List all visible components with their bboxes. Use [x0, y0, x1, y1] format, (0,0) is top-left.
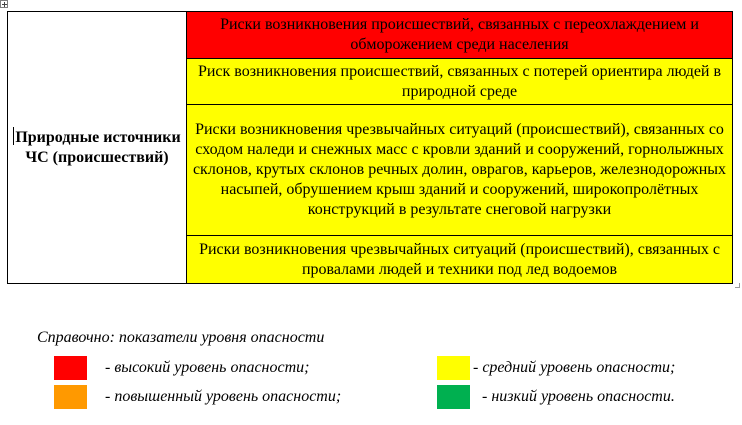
- table-move-handle[interactable]: [0, 0, 8, 8]
- legend-swatch-medium: [437, 356, 470, 380]
- legend-item-elevated: [54, 385, 341, 409]
- risk-text: Риски возникновения чрезвычайных ситуаций (происшествий), связанных со сходом наледи и снежных масс с кровли зданий и сооружений, горнолыжных склонов, крутых склонов речных долин, оврагов, карьеров, железнодорожных насыпей, обрушением крыш зданий и сооружений, широкопролётных конструкций в результате снеговой нагрузки: [192, 121, 727, 218]
- risk-table: [7, 11, 733, 284]
- risk-text: Риски возникновения происшествий, связанных с переохлаждением и обморожением среди населения: [220, 16, 699, 53]
- legend-item-high: [54, 356, 309, 380]
- legend-label-low: - низкий уровень опасности.: [482, 388, 675, 405]
- risk-cell-ice-fall-through: [187, 236, 733, 284]
- legend-swatch-low: [437, 385, 470, 409]
- legend-label-elevated: - повышенный уровень опасности;: [105, 388, 342, 405]
- legend-item-medium: [437, 356, 675, 380]
- legend-swatch-high: [54, 356, 87, 380]
- risk-cell-hypothermia: [187, 12, 733, 59]
- legend-title: Справочно: показатели уровня опасности: [37, 329, 325, 346]
- risk-text: Риски возникновения чрезвычайных ситуаций (происшествий), связанных с провалами людей и техники под лед водоемов: [199, 240, 720, 278]
- table-row: [8, 12, 733, 59]
- legend-swatch-elevated: [54, 385, 87, 409]
- risk-text: Риск возникновения происшествий, связанных с потерей ориентира людей в природной среде: [197, 62, 722, 100]
- source-label: Природные источники ЧС (происшествий): [15, 129, 181, 166]
- legend-label-high: - высокий уровень опасности;: [105, 359, 310, 376]
- source-cell: [8, 12, 187, 284]
- risk-cell-snow-collapse: [187, 105, 733, 236]
- legend-item-low: [437, 385, 675, 409]
- risk-cell-disorientation: [187, 59, 733, 105]
- table-end-mark: [735, 283, 740, 288]
- legend-label-medium: - средний уровень опасности;: [473, 359, 676, 376]
